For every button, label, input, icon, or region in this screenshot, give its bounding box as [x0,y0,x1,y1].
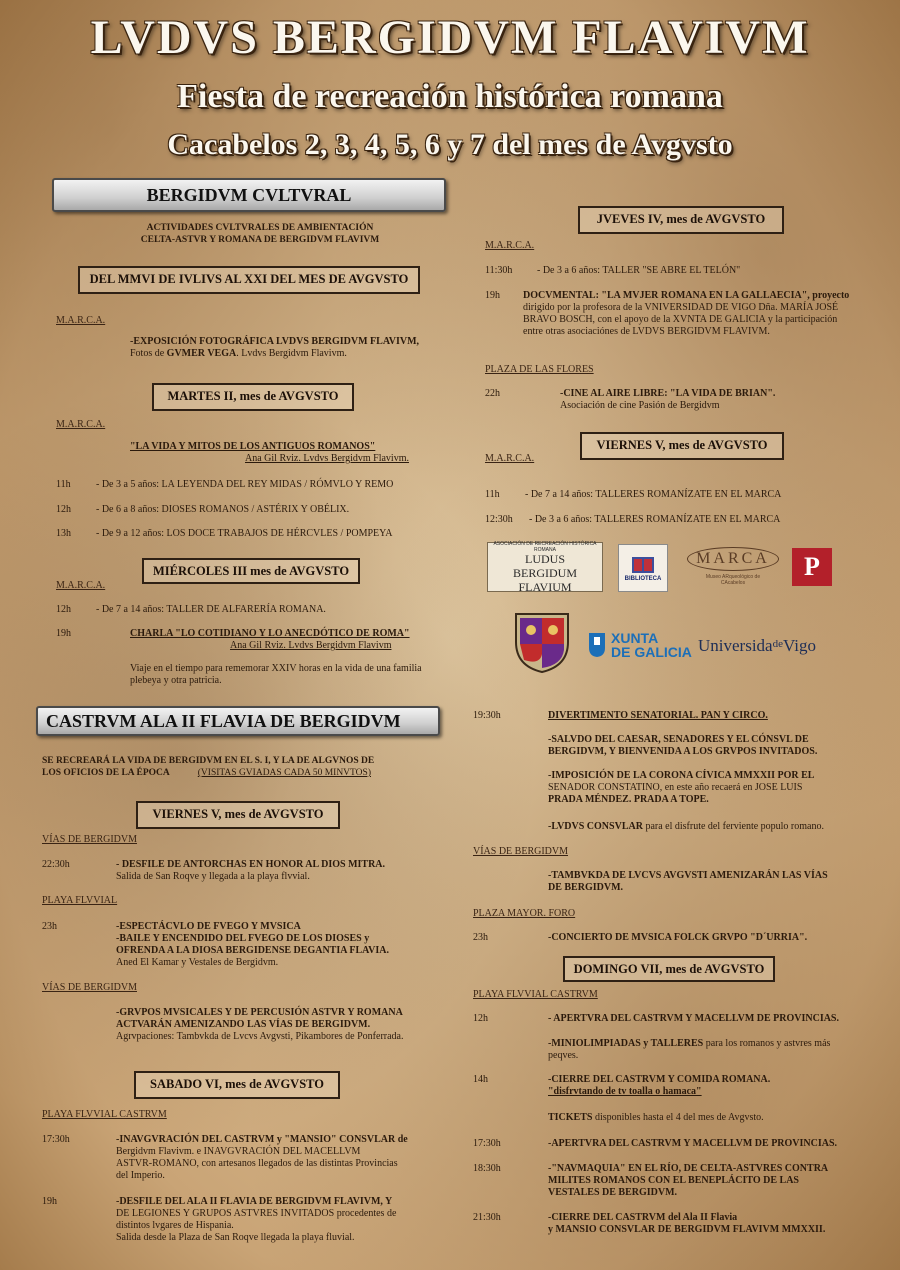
caesar-greeting [548,734,864,758]
documentary [523,290,885,338]
venue-label: M.A.R.C.A. [56,580,106,591]
period-box-label: DEL MMVI DE IVLIVS AL XXI DEL MES DE AVGVSTO [89,272,409,286]
civic-crown-line: -IMPOSICIÓN DE LA CORONA CÍVICA MMXXII POR EL [548,770,815,781]
legion-parade [116,1196,434,1244]
xunta-shield-icon [588,632,606,658]
miniolympics-title: -MINIOLIMPIADAS y TALLERES [548,1038,704,1049]
uvigo-logo [698,636,838,656]
fire-show-credits: Aned El Kamar y Vestales de Bergidvm. [116,957,279,968]
p-logo [792,548,832,586]
martes-talk-title: "LA VIDA Y MITOS DE LOS ANTIGUOS ROMANOS" [130,441,376,452]
cultural-intro-line: ACTIVIDADES CVLTVRALES DE AMBIENTACIÓN [146,223,374,233]
miercoles-row [56,604,446,616]
xunta-wordmark [611,631,692,659]
miniolympics-line: peqves. [548,1050,579,1061]
legion-parade-line: distintos lvgares de Hispania. [116,1220,234,1231]
lvdvs-consvlar [548,821,878,833]
day-box-jueves [578,206,784,234]
civic-crown [548,770,864,806]
castrum-intro-text: LOS OFICIOS DE LA ÉPOCA [42,768,170,778]
expo-credits-3: . Lvdvs Bergidvm Flavivm. [236,348,347,359]
tambvkda [548,870,852,894]
xunta-word: DE GALICIA [611,644,692,660]
ludus-logo-word: LUDUS [524,551,565,566]
marca-logo-word: MARCA [687,547,779,571]
schedule-time: 23h [42,921,57,932]
schedule-time: 17:30h [42,1134,70,1145]
schedule-text: - De 7 a 14 años: TALLER DE ALFARERÍA ROMANA. [96,604,326,615]
cinema-title: -CINE AL AIRE LIBRE: "LA VIDA DE BRIAN". [560,388,776,399]
music-groups [116,1007,442,1043]
torch-parade-title: - DESFILE DE ANTORCHAS EN HONOR AL DIOS MITRA. [116,859,386,870]
day-box-sabado [134,1071,340,1099]
legion-parade-line: -DESFILE DEL ALA II FLAVIA DE BERGIDVM FLAVIVM, Y [116,1196,393,1207]
day-box-label: JVEVES IV, mes de AVGVSTO [596,212,766,226]
day-box-label: VIERNES V, mes de AVGVSTO [152,807,324,821]
castrum-banner-label: CASTRVM ALA II FLAVIA DE BERGIDVM [46,710,401,731]
day-box-viernes-left [136,801,340,829]
inauguration-line: -INAVGVRACIÓN DEL CASTRVM y "MANSIO" CONSVLAR de [116,1134,408,1145]
lvdvs-consvlar-title: -LVDVS CONSVLAR [548,821,643,832]
day-box-label: VIERNES V, mes de AVGVSTO [596,438,768,452]
venue-label: PLAZA MAYOR. FORO [473,908,576,919]
music-groups-line: ACTVARÁN AMENIZANDO LAS VÍAS DE BERGIDVM. [116,1019,371,1030]
day-box-label: SABADO VI, mes de AVGVSTO [150,1077,324,1091]
schedule-time: 12h [473,1013,488,1024]
miercoles-talk-desc: plebeya y otra patricia. [130,675,222,686]
schedule-row [56,528,446,553]
inauguration-line: ASTVR-ROMANO, con artesanos llegados de las distintas Provincias [116,1158,398,1169]
marca-logo-sub: Museo ARqueológico de CAcabelos [705,573,761,586]
roman-lunch-sub: "disfrvtando de tv toalla o hamaca" [548,1086,702,1097]
torch-parade [116,859,442,883]
schedule-text: - De 3 a 5 años: LA LEYENDA DEL REY MIDAS / RÓMVLO Y REMO [96,479,394,490]
day-box-label: MARTES II, mes de AVGVSTO [167,389,339,403]
ludus-logo [487,542,603,592]
civic-crown-line: PRADA MÉNDEZ. PRADA A TOPE. [548,794,709,805]
torch-parade-sub: Salida de San Roqve y llegada a la playa flvvial. [116,871,310,882]
ludus-logo-word: BERGIDUM FLAVIUM [512,565,577,594]
schedule-time: 23h [473,932,488,943]
naumachia-line: MILITES ROMANOS CON EL BENEPLÁCITO DE LAS [548,1175,799,1186]
fire-show-line: OFRENDA A LA DIOSA BERGIDENSE DEGANTIA FLAVIA. [116,945,389,956]
cinema-sub: Asociación de cine Pasión de Bergidvm [560,400,720,411]
miercoles-talk-desc: Viaje en el tiempo para rememorar XXIV horas en la vida de una familia [130,663,422,674]
martes-talk-author: Ana Gil Rviz. Lvdvs Bergidvm Flavivm. [245,453,409,464]
schedule-time: 12h [56,604,71,615]
uvigo-word: Universida [698,636,773,655]
cultural-banner-label: BERGIDVM CVLTVRAL [146,184,352,205]
documentary-line: BRAVO BOSCH, con el apoyo de la XVNTA DE GALICIA y la participación [523,314,838,325]
schedule-time: 19h [42,1196,57,1207]
venue-label: PLAZA DE LAS FLORES [485,364,594,375]
uvigo-word-de: de [772,638,783,650]
tickets [548,1112,868,1124]
p-logo-letter: P [804,552,820,581]
miniolympics-text: para los romanos y astvres más [703,1038,831,1049]
schedule-row [56,479,446,504]
viernes-row [485,514,885,526]
fire-show-line: -BAILE Y ENCENDIDO DEL FVEGO DE LOS DIOSES y [116,933,370,944]
venue-label: VÍAS DE BERGIDVM [42,834,137,845]
folk-concert: -CONCIERTO DE MVSICA FOLCK GRVPO "D´URRIA". [548,932,808,943]
open-air-cinema [560,388,880,412]
biblioteca-label: BIBLIOTECA [624,576,662,582]
schedule-time: 17:30h [473,1138,501,1149]
day-box-label: MIÉRCOLES III mes de AVGVSTO [152,564,350,578]
castrum-intro [42,755,440,779]
viernes-row [485,489,885,501]
senatorial-title: DIVERTIMENTO SENATORIAL. PAN Y CIRCO. [548,710,768,721]
caesar-greeting-line: BERGIDVM, Y BIENVENIDA A LOS GRVPOS INVITADOS. [548,746,818,757]
legion-parade-line: DE LEGIONES Y GRUPOS ASTVRES INVITADOS procedentes de [116,1208,397,1219]
castrum-intro-line [42,767,440,779]
schedule-time: 13h [56,528,71,539]
schedule-text: - De 3 a 6 años: TALLER "SE ABRE EL TELÓN" [537,265,741,276]
roman-lunch [548,1074,868,1098]
caesar-greeting-line: -SALVDO DEL CAESAR, SENADORES Y EL CÓNSVL DE [548,734,809,745]
civic-crown-line: SENADOR CONSTATINO, en este año recaerá en JOSE LUIS [548,782,803,793]
schedule-time: 19:30h [473,710,501,721]
cacabelos-coat-of-arms-icon [512,610,572,674]
tickets-label: TICKETS [548,1112,593,1123]
schedule-text: - De 9 a 12 años: LOS DOCE TRABAJOS DE HÉRCVLES / POMPEYA [96,528,393,539]
documentary-line: entre otras asociaciónes de LVDVS BERGIDVM FLAVIVM. [523,326,770,337]
legion-parade-line: Salida desde la Plaza de San Roqve llegada la playa fluvial. [116,1232,355,1243]
schedule-text: - De 7 a 14 años: TALLERES ROMANÍZATE EN EL MARCA [525,489,782,500]
schedule-text: - De 6 a 8 años: DIOSES ROMANOS / ASTÉRIX Y OBÉLIX. [96,503,350,515]
music-groups-credits: Agrvpaciones: Tambvkda de Lvcvs Avgvsti, Pikambores de Ponferrada. [116,1031,404,1042]
inauguration [116,1134,434,1182]
schedule-time: 19h [56,628,71,639]
miercoles-talk-title: CHARLA "LO COTIDIANO Y LO ANECDÓTICO DE ROMA" [130,628,410,639]
day-box-martes [152,383,354,411]
tambvkda-line: -TAMBVKDA DE LVCVS AVGVSTI AMENIZARÁN LAS VÍAS [548,870,828,881]
castrum-visits: (VISITAS GVIADAS CADA 50 MINVTOS) [197,768,371,778]
documentary-line: DOCVMENTAL: "LA MVJER ROMANA EN LA GALLAECIA", proyecto [523,290,850,301]
uvigo-word: Vigo [782,636,816,655]
period-box [78,266,420,294]
schedule-time: 18:30h [473,1163,501,1174]
miniolympics-line [548,1038,864,1050]
expo-credits-2: GVMER VEGA [166,348,237,359]
documentary-line: dirigido por la profesora de la VNIVERSIDAD DE VIGO Dña. MARÍA JOSÉ [523,302,839,313]
music-groups-line: -GRVPOS MVSICALES Y DE PERCUSIÓN ASTVR Y ROMANA [116,1007,403,1018]
castrum-closing [548,1212,868,1236]
inauguration-line: Bergidvm Flavivm. e INAVGVRACIÓN DEL MACELLVM [116,1146,361,1157]
miercoles-talk-author: Ana Gil Rviz. Lvdvs Bergidvm Flavivm [230,640,392,651]
day-box-viernes-right [580,432,784,460]
castrum-reopening: -APERTVRA DEL CASTRVM Y MACELLVM DE PROVINCIAS. [548,1138,838,1149]
venue-label: M.A.R.C.A. [56,419,106,430]
main-title: LVDVS BERGIDVM FLAVIVM [90,11,810,64]
schedule-time: 14h [473,1074,488,1085]
venue-label: M.A.R.C.A. [485,453,535,464]
schedule-time: 12h [56,503,71,515]
lvdvs-consvlar-text: para el disfrute del ferviente populo romano. [642,821,824,832]
tickets-text: disponibles hasta el 4 del mes de Avgvsto. [592,1112,764,1123]
castrum-opening: - APERTVRA DEL CASTRVM Y MACELLVM DE PROVINCIAS. [548,1013,839,1024]
martes-talk [130,441,450,465]
venue-label: M.A.R.C.A. [485,240,535,251]
naumachia [548,1163,864,1199]
naumachia-line: VESTALES DE BERGIDVM. [548,1187,678,1198]
schedule-time: 22h [485,388,500,399]
day-box-domingo [563,956,775,982]
biblioteca-logo [618,544,668,592]
venue-label: VÍAS DE BERGIDVM [473,846,568,857]
schedule-text: - De 3 a 6 años: TALLERES ROMANÍZATE EN EL MARCA [529,514,781,525]
venue-label: PLAYA FLVVIAL [42,895,118,906]
expo-credits-1: Fotos de [130,348,167,359]
naumachia-line: -"NAVMAQUIA" EN EL RÍO, DE CELTA-ASTVRES CONTRA [548,1163,829,1174]
venue-label: VÍAS DE BERGIDVM [42,982,137,993]
xunta-logo [588,628,692,662]
tambvkda-line: DE BERGIDVM. [548,882,624,893]
ludus-logo-small: ASOCIACIÓN DE RECREACIÓN HISTÓRICA ROMANA [493,540,597,553]
fire-show-line: -ESPECTÁCVLO DE FVEGO Y MVSICA [116,921,301,932]
marca-logo [694,542,772,590]
schedule-time: 12:30h [485,514,513,525]
roman-lunch-title: -CIERRE DEL CASTRVM Y COMIDA ROMANA. [548,1074,771,1085]
cultural-intro-line: CELTA-ASTVR Y ROMANA DE BERGIDVM FLAVIVM [140,235,380,245]
schedule-row [56,504,446,529]
jueves-row [485,265,885,277]
schedule-time: 11:30h [485,265,513,276]
cultural-banner [52,178,446,212]
schedule-time: 11h [485,489,500,500]
day-box-miercoles [142,558,360,584]
day-box-label: DOMINGO VII, mes de AVGVSTO [573,962,765,976]
schedule-time: 21:30h [473,1212,501,1223]
expo-credits [130,348,450,360]
miercoles-talk [130,628,450,687]
cultural-intro [110,222,410,246]
date-line: Cacabelos 2, 3, 4, 5, 6 y 7 del mes de Avgvsto [167,128,733,161]
expo-title: -EXPOSICIÓN FOTOGRÁFICA LVDVS BERGIDVM FLAVIVM, [130,336,420,347]
castrum-closing-line: -CIERRE DEL CASTRVM del Ala II Flavia [548,1212,738,1223]
xunta-word: XUNTA [611,630,659,646]
expo-entry [130,336,450,360]
castrum-intro-line: SE RECREARÁ LA VIDA DE BERGIDVM EN EL S. I, Y LA DE ALGVNOS DE [42,756,375,766]
castrum-banner [36,706,440,736]
venue-label: PLAYA FLVVIAL CASTRVM [473,989,598,1000]
fire-show [116,921,434,969]
martes-schedule [56,479,446,553]
schedule-time: 11h [56,479,71,490]
venue-label: PLAYA FLVVIAL CASTRVM [42,1109,167,1120]
miniolympics [548,1038,864,1062]
book-icon [630,554,656,576]
schedule-time: 19h [485,290,500,301]
castrum-closing-line: y MANSIO CONSVLAR DE BERGIDVM FLAVIVM MMXXII. [548,1224,826,1235]
schedule-time: 22:30h [42,859,70,870]
subtitle: Fiesta de recreación histórica romana [177,78,723,115]
inauguration-line: del Imperio. [116,1170,165,1181]
venue-label: M.A.R.C.A. [56,315,106,326]
